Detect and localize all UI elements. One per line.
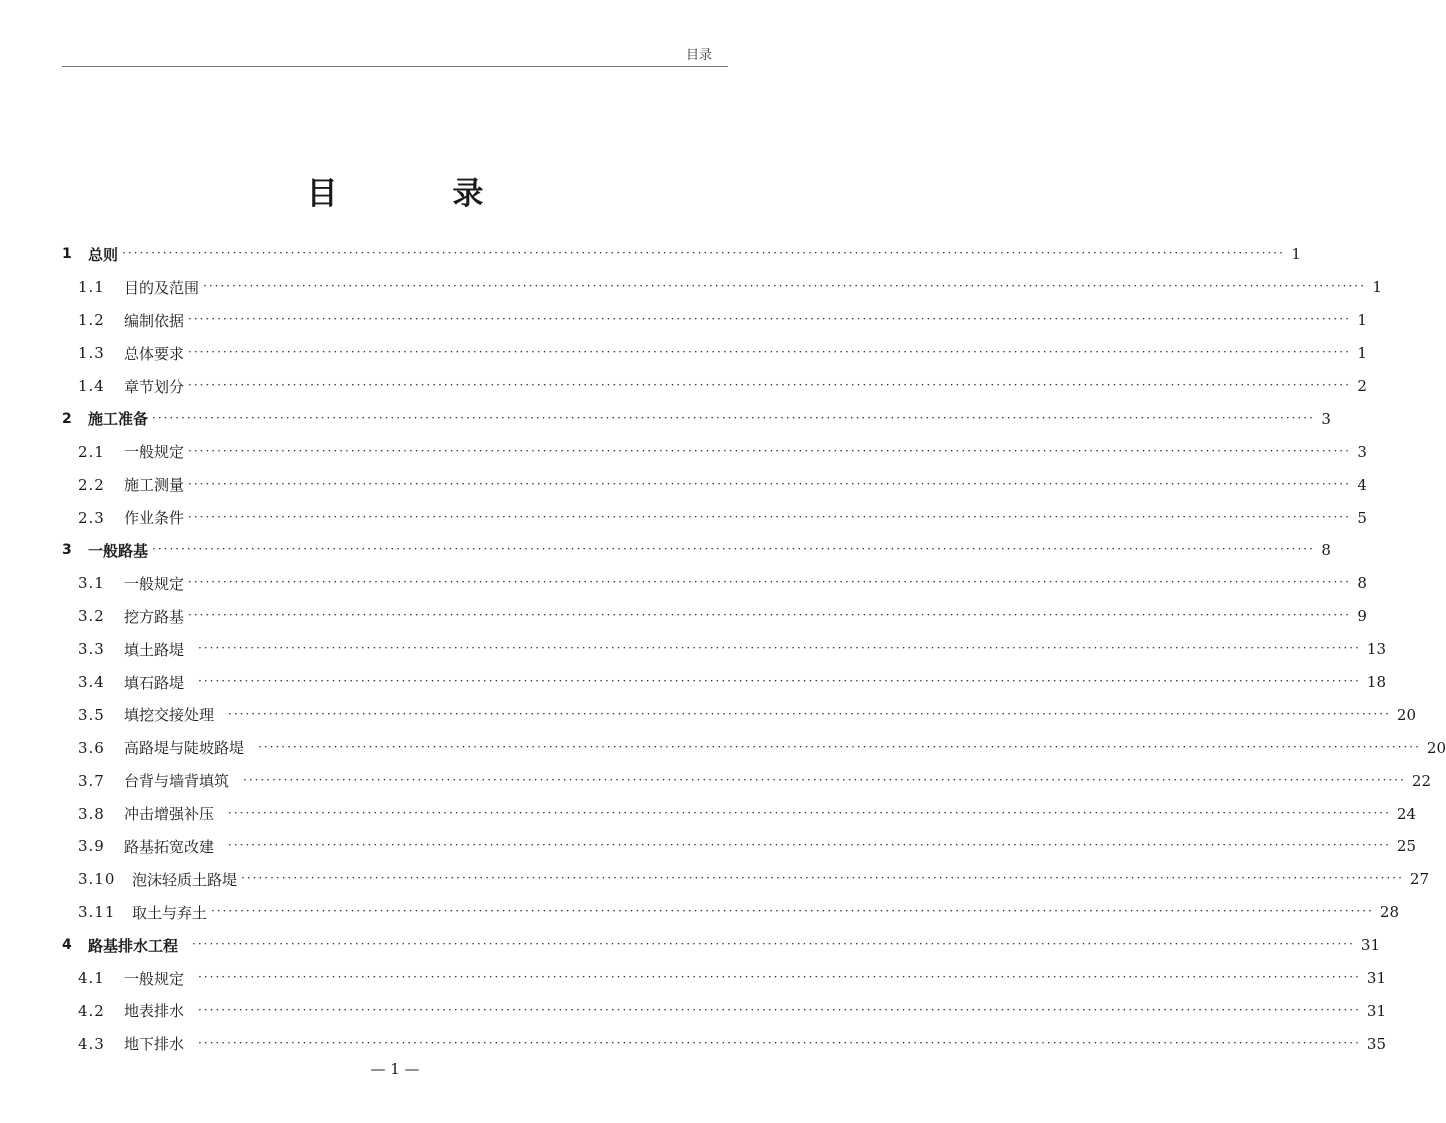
toc-entry-page: 4	[1357, 475, 1367, 494]
toc-entry-number: 3.9	[78, 837, 105, 856]
toc-entry-number: 3.4	[78, 673, 105, 692]
toc-section-entry[interactable]	[62, 698, 1416, 731]
toc-entry-number: 2	[62, 410, 72, 427]
toc-entry-title: 一般规定	[124, 574, 185, 593]
toc-entry-number: 3.6	[78, 738, 105, 757]
toc-chapter-entry[interactable]	[62, 929, 1380, 962]
toc-entry-number: 1	[62, 246, 72, 263]
toc-dot-leader: ········································································································································································································	[198, 674, 1361, 689]
toc-entry-title: 填挖交接处理	[124, 706, 215, 725]
toc-section-entry[interactable]	[62, 633, 1386, 666]
toc-entry-page: 9	[1357, 607, 1367, 626]
toc-entry-number: 1.3	[78, 344, 105, 363]
toc-entry-title: 总体要求	[124, 344, 185, 363]
table-of-contents	[62, 238, 1446, 1060]
toc-dot-leader: ········································································································································································································	[188, 575, 1351, 590]
toc-section-entry[interactable]	[62, 337, 1367, 370]
toc-entry-number: 3	[62, 542, 72, 559]
toc-section-entry[interactable]	[62, 830, 1416, 863]
toc-entry-page: 8	[1321, 541, 1331, 560]
toc-section-entry[interactable]	[62, 600, 1367, 633]
toc-entry-page: 13	[1366, 640, 1386, 659]
toc-dot-leader: ········································································································································································································	[211, 904, 1374, 919]
toc-entry-page: 28	[1379, 903, 1399, 922]
toc-entry-page: 31	[1366, 1001, 1386, 1020]
toc-dot-leader: ········································································································································································································	[228, 805, 1391, 820]
toc-section-entry[interactable]	[62, 666, 1386, 699]
toc-entry-title: 一般路基	[88, 541, 149, 560]
page-title: 目 录	[306, 176, 536, 212]
toc-entry-page: 1	[1372, 278, 1382, 297]
toc-entry-number: 1.4	[78, 377, 105, 395]
toc-dot-leader: ········································································································································································································	[228, 706, 1391, 721]
toc-entry-title: 作业条件	[124, 509, 185, 528]
toc-entry-number: 3.7	[78, 771, 105, 790]
toc-entry-title: 挖方路基	[124, 607, 185, 626]
toc-entry-title: 一般规定	[124, 443, 185, 462]
toc-entry-page: 1	[1357, 344, 1367, 363]
toc-chapter-entry[interactable]	[62, 238, 1301, 271]
toc-entry-title: 施工准备	[88, 410, 149, 429]
toc-entry-number: 1.2	[78, 311, 105, 330]
toc-entry-title: 填土路堤	[124, 640, 185, 659]
toc-entry-page: 20	[1396, 705, 1416, 724]
toc-entry-number: 4.3	[78, 1034, 105, 1053]
toc-entry-page: 25	[1396, 837, 1416, 856]
toc-entry-page: 2	[1357, 377, 1367, 395]
toc-entry-title: 地下排水	[124, 1035, 185, 1054]
toc-dot-leader: ········································································································································································································	[188, 476, 1351, 491]
toc-entry-page: 5	[1357, 508, 1367, 527]
toc-dot-leader: ········································································································································································································	[122, 246, 1285, 261]
toc-dot-leader: ········································································································································································································	[241, 871, 1404, 886]
toc-entry-title: 冲击增强补压	[124, 805, 215, 824]
toc-section-entry[interactable]	[62, 962, 1386, 995]
toc-entry-page: 20	[1426, 738, 1446, 757]
toc-chapter-entry[interactable]	[62, 534, 1331, 567]
toc-section-entry[interactable]	[62, 731, 1446, 764]
toc-section-entry[interactable]	[62, 271, 1382, 304]
toc-entry-number: 3.2	[78, 607, 105, 626]
toc-section-entry[interactable]	[62, 994, 1386, 1027]
toc-entry-title: 取土与弃土	[132, 903, 208, 922]
toc-entry-number: 3.11	[78, 903, 116, 922]
toc-entry-number: 4	[62, 937, 72, 954]
toc-entry-title: 施工测量	[124, 476, 185, 495]
toc-entry-title: 路基拓宽改建	[124, 837, 215, 856]
toc-entry-title: 高路堤与陡坡路堤	[124, 739, 245, 758]
toc-entry-title: 填石路堤	[124, 673, 185, 692]
toc-dot-leader: ········································································································································································································	[198, 641, 1361, 656]
toc-entry-number: 3.8	[78, 804, 105, 823]
toc-entry-page: 31	[1366, 969, 1386, 988]
toc-dot-leader: ········································································································································································································	[192, 937, 1355, 952]
toc-entry-page: 18	[1366, 673, 1386, 692]
toc-entry-title: 一般规定	[124, 969, 185, 988]
toc-dot-leader: ········································································································································································································	[188, 443, 1351, 458]
toc-dot-leader: ········································································································································································································	[188, 509, 1351, 524]
toc-entry-title: 编制依据	[124, 311, 185, 330]
toc-entry-page: 22	[1411, 771, 1431, 790]
toc-entry-page: 24	[1396, 804, 1416, 823]
toc-entry-number: 2.2	[78, 475, 105, 494]
toc-section-entry[interactable]	[62, 863, 1429, 896]
toc-dot-leader: ········································································································································································································	[198, 970, 1361, 985]
toc-section-entry[interactable]	[62, 304, 1367, 337]
toc-entry-number: 3.1	[78, 574, 105, 593]
toc-entry-page: 35	[1366, 1034, 1386, 1053]
toc-section-entry[interactable]	[62, 468, 1367, 501]
toc-entry-page: 8	[1357, 574, 1367, 593]
toc-entry-number: 4.1	[78, 969, 105, 988]
toc-entry-page: 3	[1357, 442, 1367, 461]
toc-entry-page: 1	[1291, 245, 1301, 264]
toc-section-entry[interactable]	[62, 764, 1431, 797]
toc-dot-leader: ········································································································································································································	[198, 1002, 1361, 1017]
toc-entry-title: 总则	[88, 245, 119, 264]
running-header: 目录	[685, 48, 712, 63]
toc-entry-number: 4.2	[78, 1001, 105, 1020]
toc-entry-title: 台背与墙背填筑	[124, 772, 230, 791]
toc-entry-page: 1	[1357, 311, 1367, 330]
toc-entry-number: 2.3	[78, 508, 105, 527]
header-rule	[62, 66, 728, 67]
toc-entry-number: 1.1	[78, 278, 105, 297]
toc-dot-leader: ········································································································································································································	[188, 378, 1351, 392]
toc-entry-title: 泡沫轻质土路堤	[132, 870, 238, 889]
toc-entry-title: 地表排水	[124, 1002, 185, 1021]
toc-entry-title: 目的及范围	[124, 278, 200, 297]
toc-entry-page: 31	[1360, 936, 1380, 955]
toc-entry-number: 2.1	[78, 442, 105, 461]
toc-section-entry[interactable]	[62, 797, 1416, 830]
toc-entry-number: 3.5	[78, 705, 105, 724]
toc-chapter-entry[interactable]	[62, 402, 1331, 435]
page-number: — 1 —	[370, 1060, 420, 1078]
toc-dot-leader: ········································································································································································································	[198, 1035, 1361, 1050]
toc-entry-page: 3	[1321, 409, 1331, 428]
toc-section-entry[interactable]	[62, 1027, 1386, 1060]
toc-dot-leader: ········································································································································································································	[188, 312, 1351, 327]
toc-dot-leader: ········································································································································································································	[188, 345, 1351, 360]
toc-section-entry[interactable]	[62, 567, 1367, 600]
toc-dot-leader: ········································································································································································································	[203, 279, 1366, 294]
toc-dot-leader: ········································································································································································································	[258, 739, 1421, 754]
toc-dot-leader: ········································································································································································································	[152, 410, 1315, 425]
toc-entry-title: 章节划分	[124, 377, 185, 396]
toc-section-entry[interactable]	[62, 896, 1399, 929]
toc-entry-number: 3.10	[78, 870, 116, 889]
toc-entry-page: 27	[1409, 870, 1429, 889]
toc-entry-title: 路基排水工程	[88, 936, 179, 955]
toc-section-entry[interactable]	[62, 370, 1367, 403]
toc-entry-number: 3.3	[78, 640, 105, 659]
toc-section-entry[interactable]	[62, 435, 1367, 468]
toc-dot-leader: ········································································································································································································	[243, 772, 1406, 787]
toc-dot-leader: ········································································································································································································	[152, 542, 1315, 557]
toc-dot-leader: ········································································································································································································	[188, 608, 1351, 623]
toc-section-entry[interactable]	[62, 501, 1367, 534]
toc-dot-leader: ········································································································································································································	[228, 838, 1391, 853]
